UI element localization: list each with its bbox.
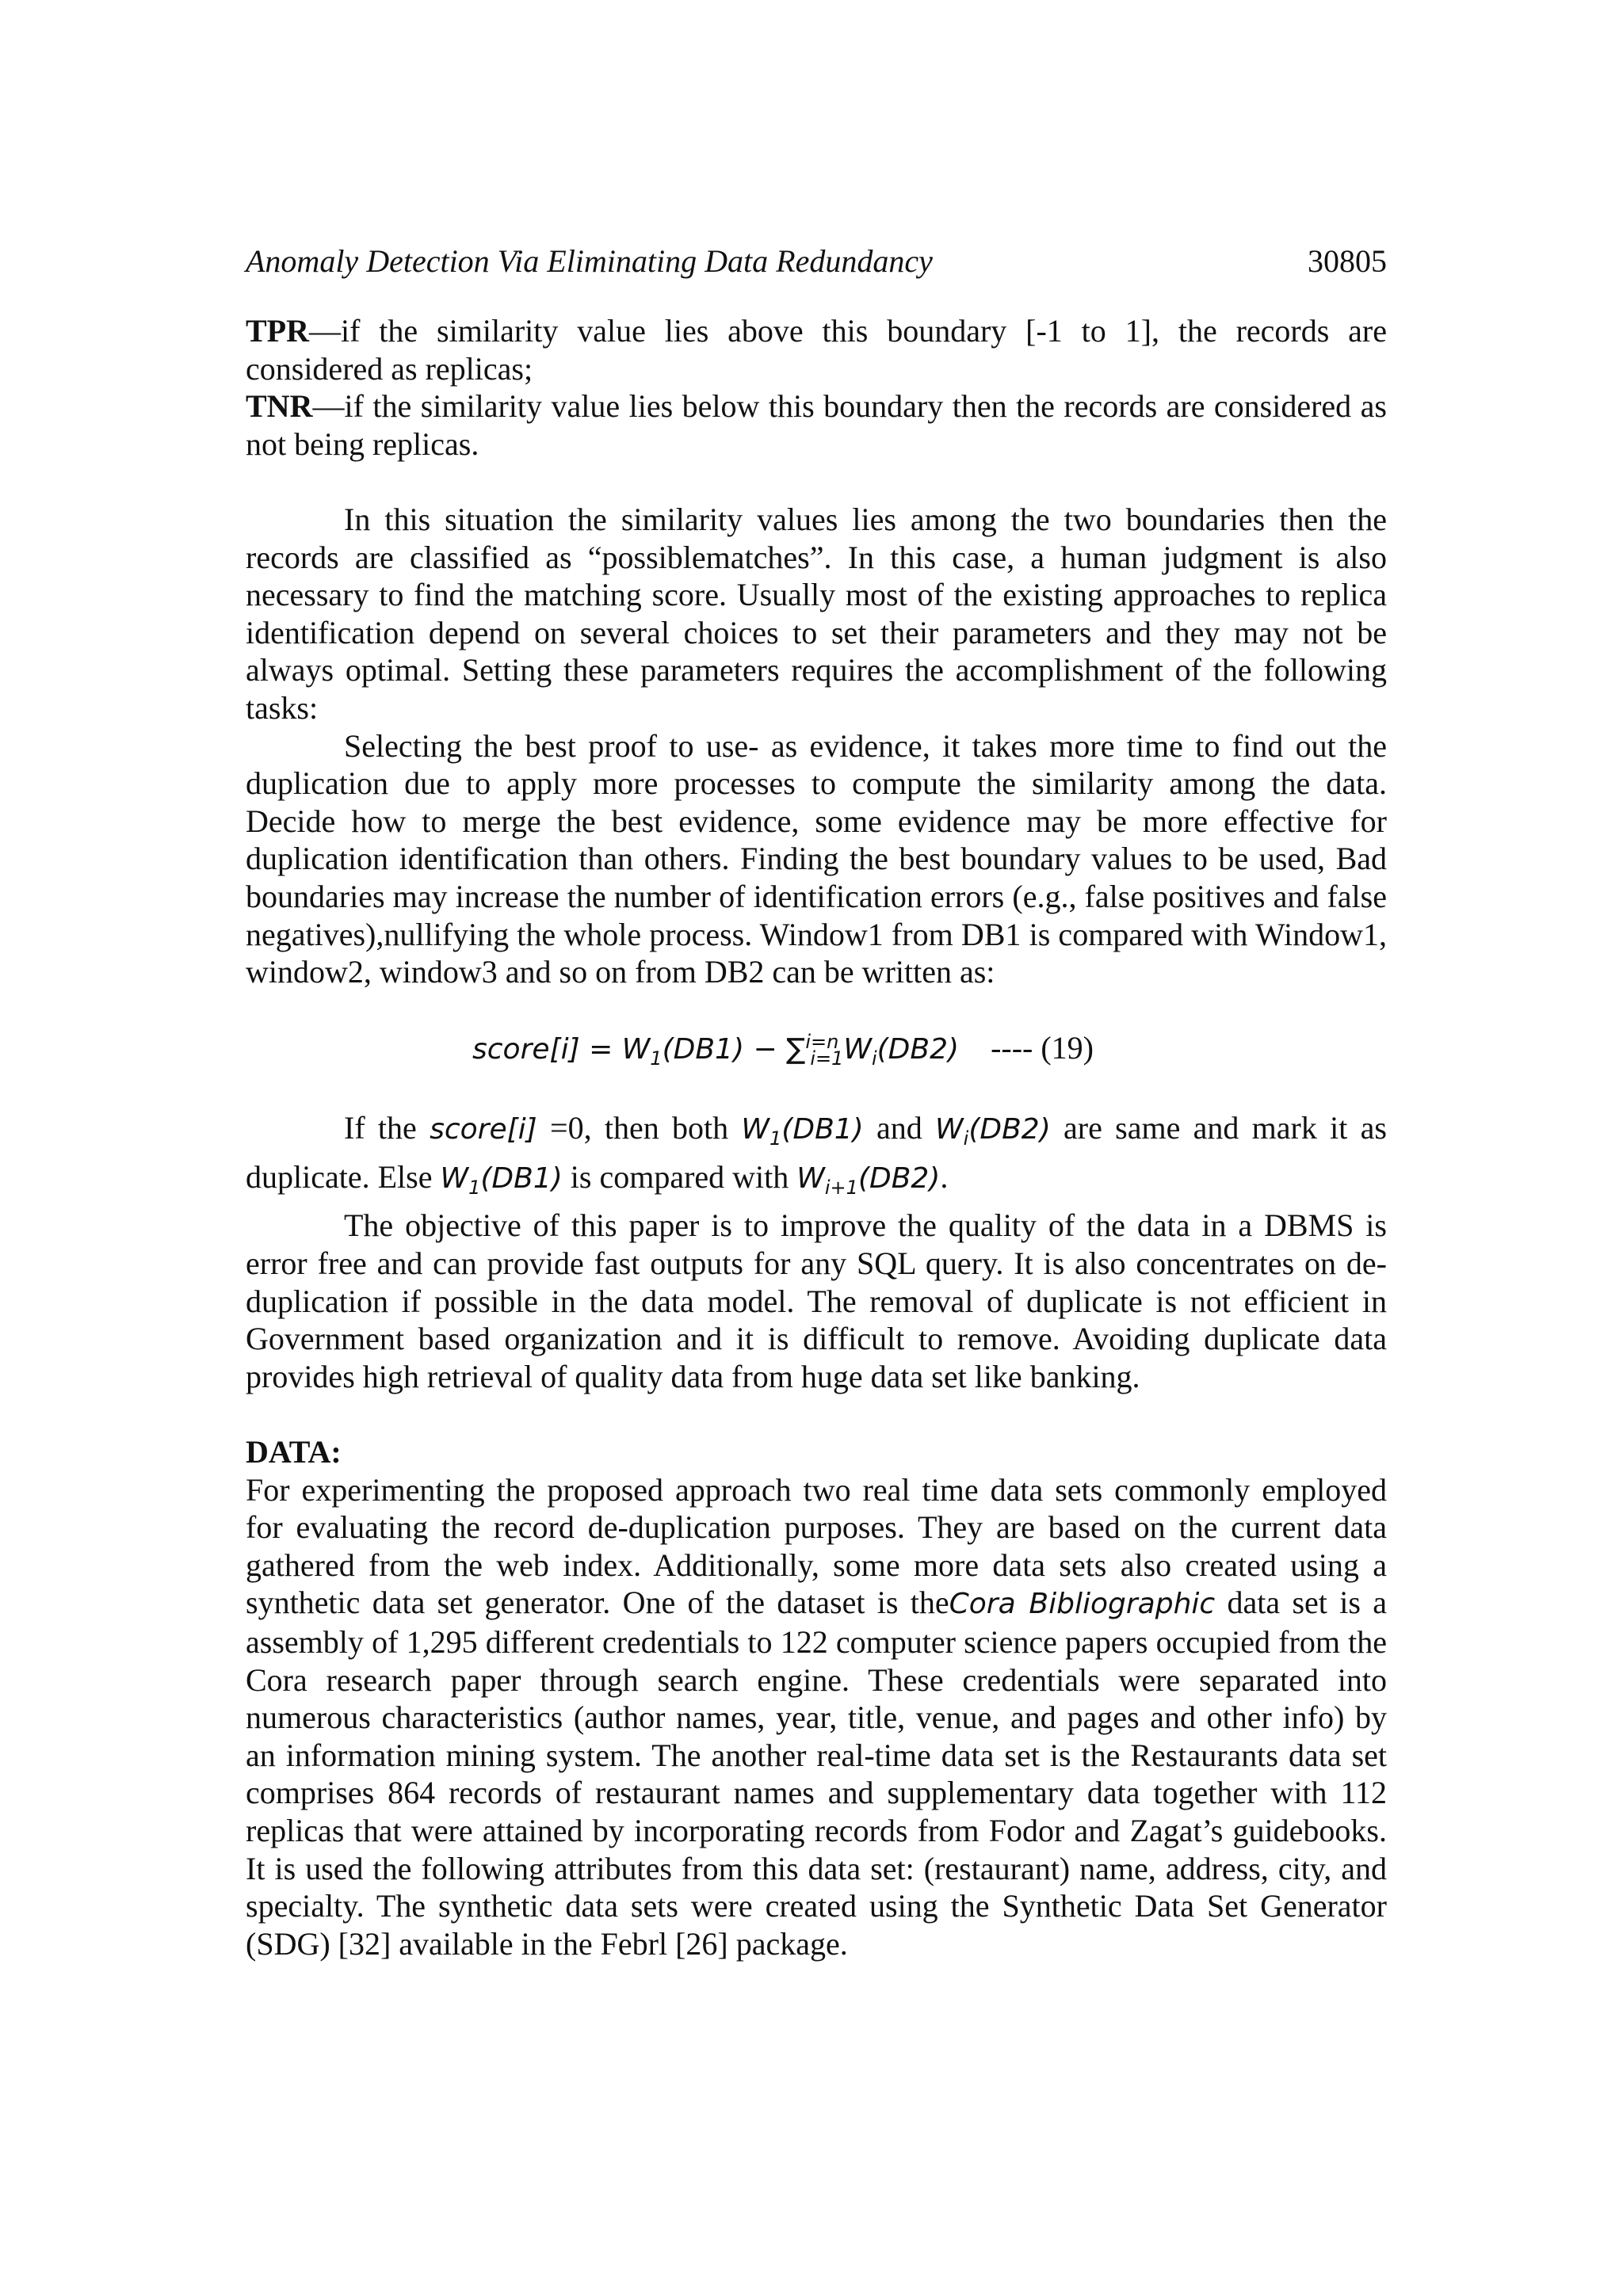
paragraph-objective: The objective of this paper is to improve the quality of the data in a DBMS is error free and can provide fast outputs for any SQL query. It is also concentrates on de-duplication if possible in the data model. The removal of duplicate is not efficient in Government based organization and it is difficult to remove. Avoiding duplicate data provides high retrieval of quality data from huge data set like banking. [246, 1207, 1387, 1394]
math-cora: Cora Bibliographic [949, 1588, 1216, 1621]
paragraph-gap [246, 463, 1387, 501]
math-wi1-db2: $W_{i+1}(DB2)$ [796, 1161, 941, 1199]
eq-equals: = [579, 1032, 622, 1066]
running-title: Anomaly Detection Via Eliminating Data Redundancy [246, 243, 933, 279]
eq-w1: $W_1(DB1)$ [621, 1032, 744, 1070]
paragraph-evidence: Selecting the best proof to use- as evidence, it takes more time to find out the duplication due to apply more processes to compute the similarity among the data. Decide how to merge the best evidence, some evidence may be more effective for duplication identification than others. Finding the best boundary values to be used, Bad boundaries may increase the number of identification errors (e.g., false positives and false negatives),nullifying the whole process. Window1 from DB1 is compared with Window1, window2, window3 and so on from DB2 can be written as: [246, 727, 1387, 990]
eq-wi: $W_i(DB2)$ [843, 1032, 960, 1070]
math-w1-db1-b: $W_1(DB1)$ [440, 1161, 563, 1199]
math-wi-db2: $W_i(DB2)$ [935, 1112, 1051, 1150]
eq-sum: − ∑$^{i=n}_{i=1}$ [744, 1030, 844, 1070]
math-w1-db1: $W_1(DB1)$ [741, 1112, 864, 1150]
eq-lhs: score[i] [472, 1032, 580, 1066]
tpr-term: TPR [246, 313, 309, 349]
tnr-term: TNR [246, 388, 313, 425]
paragraph-score: If the score[i] =0, then both $W_1(DB1)$ and $W_i(DB2)$ are same and mark it as duplicate. Else $W_1(DB1)$ is compared with $W_{i+1}(DB2)$. [246, 1109, 1387, 1199]
paragraph-data: For experimenting the proposed approach two real time data sets commonly employed for evaluating the record de-duplication purposes. They are based on the current data gathered from the web index. Additionally, some more data sets also created using a synthetic data set generator. One of the dataset is theCora Bibliographic data set is a assembly of 1,295 different credentials to 122 computer science papers occupied from the Cora research paper through search engine. These credentials were separated into numerous characteristics (author names, year, title, venue, and pages and other info) by an information mining system. The another real-time data set is the Restaurants data set comprises 864 records of restaurant names and supplementary data together with 112 replicas that were attained by incorporating records from Fodor and Zagat’s guidebooks. It is used the following attributes from this data set: (restaurant) name, address, city, and specialty. The synthetic data sets were created using the Synthetic Data Set Generator (SDG) [32] available in the Febrl [26] package. [246, 1471, 1387, 1962]
definition-tnr [246, 387, 1387, 463]
definition-tpr [246, 312, 1387, 387]
math-score: score[i] [430, 1112, 537, 1146]
body-text [246, 312, 1387, 1962]
running-header [246, 238, 1387, 285]
paper-page [246, 238, 1387, 1962]
tpr-text: —if the similarity value lies above this boundary [-1 to 1], the records are considered as replicas; [246, 313, 1387, 387]
section-heading-data: DATA: [246, 1434, 342, 1470]
page-number: 30805 [1308, 243, 1387, 279]
tnr-text: —if the similarity value lies below this boundary then the records are considered as not being replicas. [246, 388, 1387, 462]
equation-number: ---- (19) [991, 1029, 1094, 1066]
paragraph-boundaries: In this situation the similarity values lies among the two boundaries then the records are classified as “possiblematches”. In this case, a human judgment is also necessary to find the matching score. Usually most of the existing approaches to replica identification depend on several choices to set their parameters and they may not be always optimal. Setting these parameters requires the accomplishment of the following tasks: [246, 501, 1387, 726]
equation-19 [246, 1018, 1387, 1082]
